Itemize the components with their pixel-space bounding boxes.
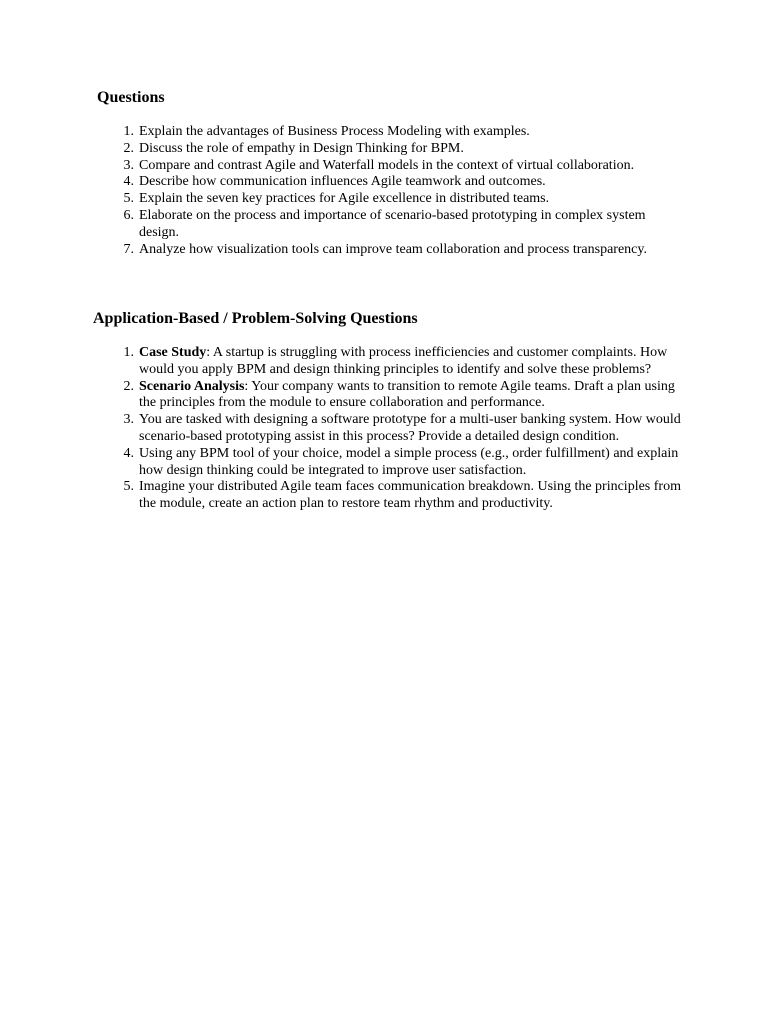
list-item (112, 158, 688, 175)
item-text: You are tasked with designing a software prototype for a multi-user banking system. How would scenario-based prototyping assist in this process? Provide a detailed design condition. (139, 412, 681, 444)
item-number: 5 . (112, 479, 134, 496)
item-text: : Your company wants to transition to remote Agile teams. Draft a plan using the principles from the module to ensure collaboration and performance. (139, 378, 675, 411)
list-item (112, 242, 688, 259)
application-questions-list (112, 345, 688, 513)
list-item (112, 412, 688, 446)
item-lead: Scenario Analysis (139, 378, 245, 394)
list-item (112, 479, 688, 513)
list-item (112, 208, 688, 242)
list-item (112, 141, 688, 158)
item-lead: Case Study (139, 345, 207, 360)
section-heading-application: Application-Based / Problem-Solving Questions (93, 310, 418, 327)
list-item (112, 124, 688, 141)
item-text: Elaborate on the process and importance of scenario-based prototyping in complex system design. (139, 207, 646, 240)
list-item (112, 191, 688, 208)
item-number: 6 . (112, 208, 134, 225)
item-number: 4 . (112, 446, 134, 463)
item-number: 3 . (112, 412, 134, 429)
item-number: 2 . (112, 141, 134, 158)
list-item (112, 379, 688, 413)
item-text: Explain the advantages of Business Process Modeling with examples. (139, 124, 530, 139)
list-item (112, 446, 688, 480)
item-text: Imagine your distributed Agile team faces communication breakdown. Using the principles from the module, create an action plan to restore team rhythm and productivity. (139, 479, 681, 512)
item-number: 4 . (112, 174, 134, 191)
item-number: 7 . (112, 242, 134, 259)
list-item (112, 345, 688, 379)
item-number: 1 . (112, 124, 134, 141)
item-text: Discuss the role of empathy in Design Thinking for BPM. (139, 140, 464, 156)
item-text: Analyze how visualization tools can improve team collaboration and process transparency. (139, 241, 647, 257)
item-text: Compare and contrast Agile and Waterfall models in the context of virtual collaboration. (139, 157, 635, 173)
item-text: Explain the seven key practices for Agile excellence in distributed teams. (139, 191, 550, 207)
item-number: 1 . (112, 345, 134, 362)
item-text: : A startup is struggling with process inefficiencies and customer complaints. How would you apply BPM and design thinking principles to identify and solve these problems? (139, 345, 668, 377)
item-number: 3 . (112, 158, 134, 175)
questions-list (112, 124, 688, 258)
list-item (112, 174, 688, 191)
section-heading-questions: Questions (97, 89, 165, 106)
item-number: 5 . (112, 191, 134, 208)
item-text: Using any BPM tool of your choice, model a simple process (e.g., order fulfillment) and explain how design thinking could be integrated to improve user satisfaction. (139, 445, 679, 478)
item-text: Describe how communication influences Agile teamwork and outcomes. (139, 174, 546, 190)
item-number: 2 . (112, 379, 134, 396)
